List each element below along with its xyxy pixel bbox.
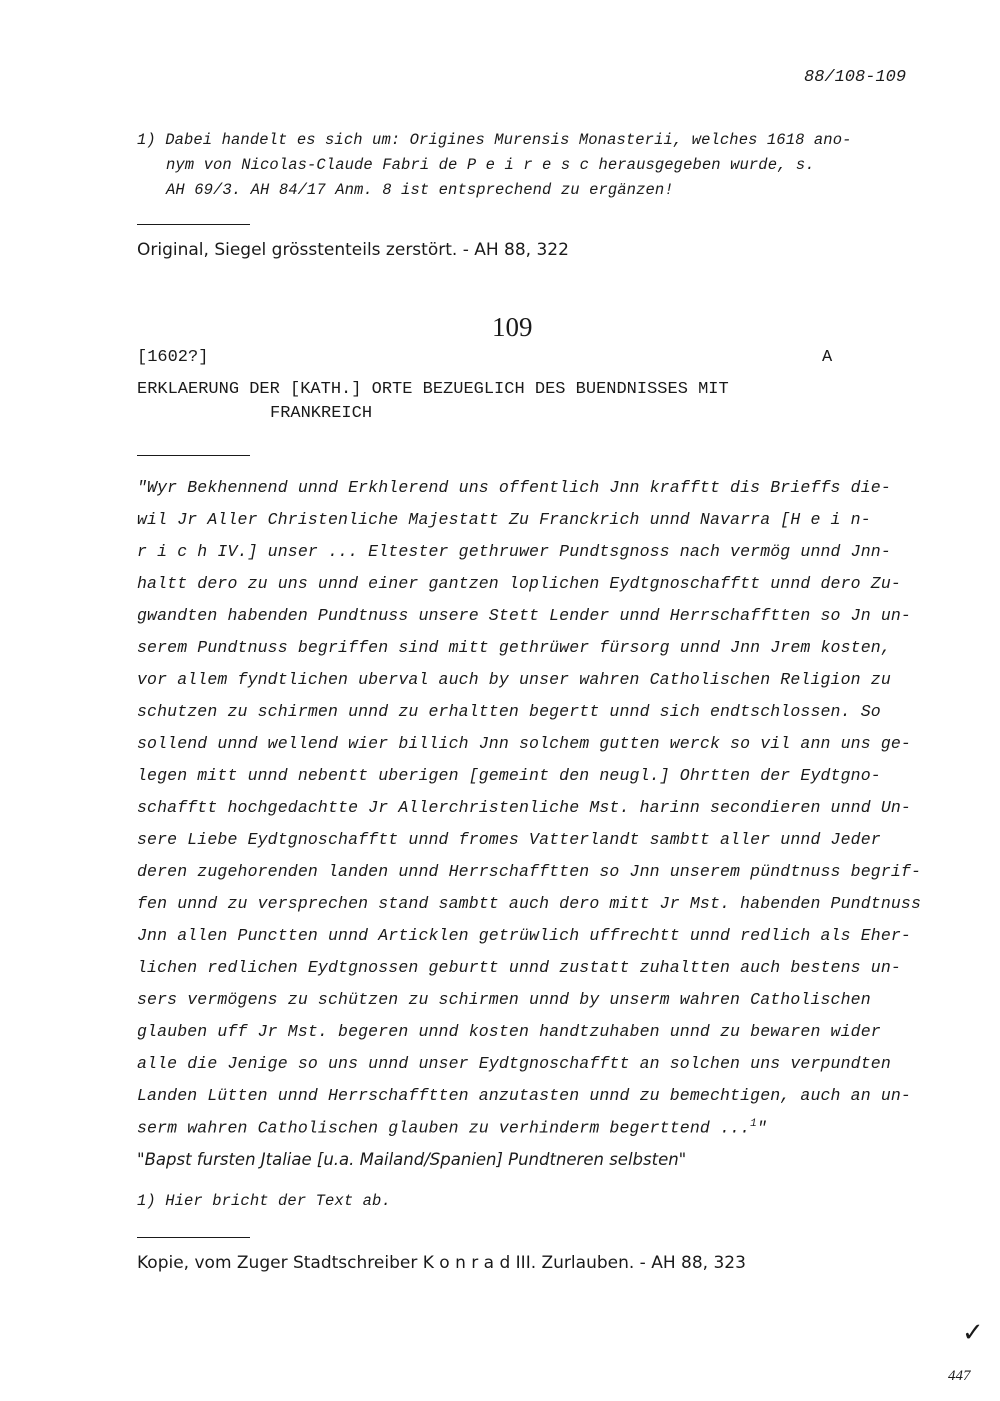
body-line: Jnn allen Punctten unnd Articklen getrüwlich uffrechtt unnd redlich als Eher- bbox=[137, 926, 911, 945]
body-line: haltt dero zu uns unnd einer gantzen loplichen Eydtgnoschafftt unnd dero Zu- bbox=[137, 574, 901, 593]
variant-label: A bbox=[822, 348, 833, 367]
body-line-last bbox=[137, 1118, 767, 1138]
body-line: glauben uff Jr Mst. begeren unnd kosten handtzuhaben unnd zu bewaren wider bbox=[137, 1022, 881, 1041]
body-line: fen unnd zu versprechen stand sambtt auch dero mitt Jr Mst. habenden Pundtnuss bbox=[137, 894, 922, 913]
closing-quote: " bbox=[756, 1118, 767, 1138]
footnote-top-line-1: 1) Dabei handelt es sich um: Origines Murensis Monasterii, welches 1618 ano- bbox=[137, 131, 852, 149]
body-line: wil Jr Aller Christenliche Majestatt Zu Franckrich unnd Navarra [H e i n- bbox=[137, 510, 871, 529]
document-heading-line-1: ERKLAERUNG DER [KATH.] ORTE BEZUEGLICH DES BUENDNISSES MIT bbox=[137, 380, 729, 399]
body-line: "Wyr Bekhennend unnd Erkhlerend uns offentlich Jnn krafftt dis Brieffs die- bbox=[137, 478, 891, 497]
separator-rule-top bbox=[137, 224, 250, 225]
body-line: deren zugehorenden landen unnd Herrschafftten so Jnn unserem pündtnuss begrif- bbox=[137, 862, 922, 881]
body-line: sere Liebe Eydtgnoschafftt unnd fromes Vatterlandt sambtt aller unnd Jeder bbox=[137, 830, 881, 849]
body-line: schutzen zu schirmen unnd zu erhaltten begertt unnd sich endtschlossen. So bbox=[137, 702, 881, 721]
source-note-top: Original, Siegel grösstenteils zerstört. - AH 88, 322 bbox=[137, 240, 569, 260]
archive-number: 447 bbox=[948, 1368, 971, 1384]
check-mark: ✓ bbox=[962, 1318, 984, 1347]
handwritten-annotation: "Bapst fursten Jtaliae [u.a. Mailand/Spanien] Pundtneren selbsten" bbox=[137, 1150, 687, 1169]
body-line: sers vermögens zu schützen zu schirmen unnd by unserm wahren Catholischen bbox=[137, 990, 871, 1009]
body-line: legen mitt unnd nebentt uberigen [gemeint den neugl.] Ohrtten der Eydtgno- bbox=[137, 766, 881, 785]
separator-rule-bottom bbox=[137, 1237, 250, 1238]
body-line: r i c h IV.] unser ... Eltester gethruwer Pundtsgnoss nach vermög unnd Jnn- bbox=[137, 542, 891, 561]
body-line: gwandten habenden Pundtnuss unsere Stett Lender unnd Herrschafftten so Jn un- bbox=[137, 606, 911, 625]
body-line-last-text: serm wahren Catholischen glauben zu verhinderm begerttend ... bbox=[137, 1118, 751, 1138]
footnote-top-line-3: AH 69/3. AH 84/17 Anm. 8 ist entsprechend zu ergänzen! bbox=[166, 181, 674, 199]
footnote-top-line-2: nym von Nicolas-Claude Fabri de P e i r e s c herausgegeben wurde, s. bbox=[166, 156, 815, 174]
body-line: vor allem fyndtlichen uberval auch by unser wahren Catholischen Religion zu bbox=[137, 670, 891, 689]
body-line: sollend unnd wellend wier billich Jnn solchem gutten werck so vil ann uns ge- bbox=[137, 734, 911, 753]
body-line: serem Pundtnuss begriffen sind mitt gethrüwer fürsorg unnd Jnn Jrem kosten, bbox=[137, 638, 891, 657]
body-line: Landen Lütten unnd Herrschafftten anzutasten unnd zu bemechtigen, auch an un- bbox=[137, 1086, 911, 1105]
page-reference: 88/108-109 bbox=[804, 68, 907, 87]
document-heading-line-2: FRANKREICH bbox=[270, 404, 373, 423]
body-line: alle die Jenige so uns unnd unser Eydtgnoschafftt an solchen uns verpundten bbox=[137, 1054, 891, 1073]
document-number: 109 bbox=[492, 312, 533, 342]
body-line: lichen redlichen Eydtgnossen geburtt unnd zustatt zuhaltten auch bestens un- bbox=[137, 958, 901, 977]
separator-rule-heading bbox=[137, 455, 250, 456]
footnote-marker: 1 bbox=[750, 1118, 757, 1130]
document-date: [1602?] bbox=[137, 348, 209, 367]
body-line: schafftt hochgedachtte Jr Allerchristenliche Mst. harinn secondieren unnd Un- bbox=[137, 798, 911, 817]
source-note-bottom: Kopie, vom Zuger Stadtschreiber K o n r a d III. Zurlauben. - AH 88, 323 bbox=[137, 1253, 746, 1273]
footnote-bottom: 1) Hier bricht der Text ab. bbox=[137, 1192, 391, 1210]
